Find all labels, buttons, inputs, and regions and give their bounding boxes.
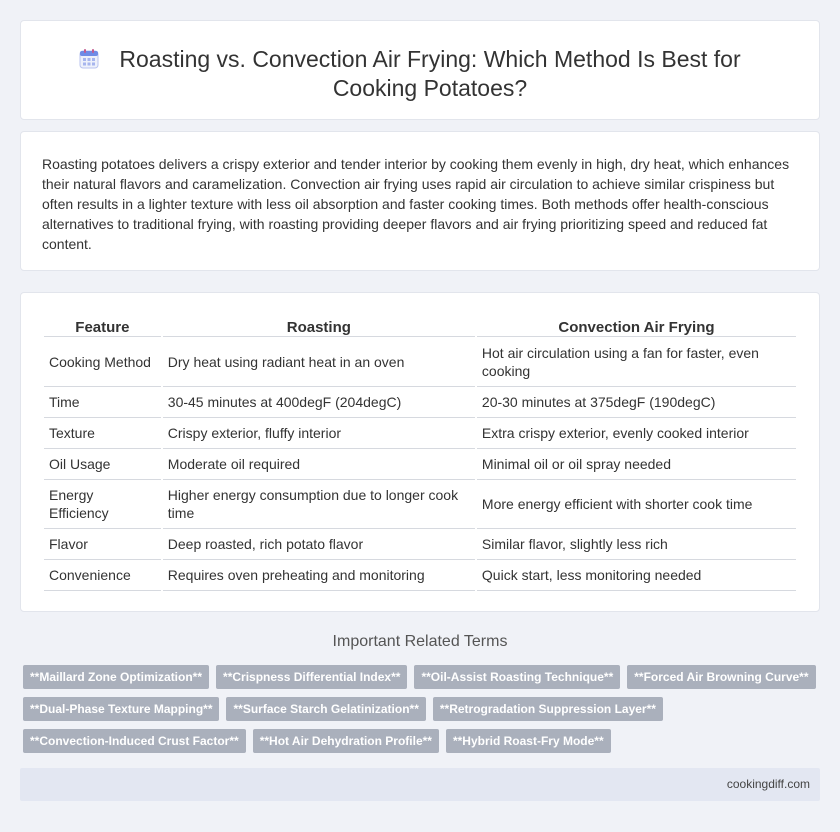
term-tag[interactable]: **Dual-Phase Texture Mapping** bbox=[23, 697, 219, 721]
table-header-row bbox=[44, 315, 796, 337]
term-tag[interactable]: **Oil-Assist Roasting Technique** bbox=[414, 665, 620, 689]
term-tag[interactable]: **Surface Starch Gelatinization** bbox=[226, 697, 425, 721]
term-row bbox=[23, 665, 809, 697]
term-tag[interactable]: **Crispness Differential Index** bbox=[216, 665, 407, 689]
air-frying-cell: Quick start, less monitoring needed bbox=[477, 560, 796, 591]
comparison-table bbox=[42, 315, 798, 591]
feature-cell: Time bbox=[44, 387, 161, 418]
table-row bbox=[44, 418, 796, 449]
term-tag[interactable]: **Hot Air Dehydration Profile** bbox=[253, 729, 439, 753]
roasting-cell: Higher energy consumption due to longer cook time bbox=[163, 480, 475, 529]
roasting-cell: Crispy exterior, fluffy interior bbox=[163, 418, 475, 449]
comparison-table-card bbox=[20, 292, 820, 612]
table-row bbox=[44, 560, 796, 591]
roasting-cell: 30-45 minutes at 400degF (204degC) bbox=[163, 387, 475, 418]
air-frying-cell: Extra crispy exterior, evenly cooked interior bbox=[477, 418, 796, 449]
header-roasting: Roasting bbox=[163, 315, 475, 337]
air-frying-cell: Similar flavor, slightly less rich bbox=[477, 529, 796, 560]
air-frying-cell: Minimal oil or oil spray needed bbox=[477, 449, 796, 480]
feature-cell: Flavor bbox=[44, 529, 161, 560]
intro-card bbox=[20, 131, 820, 271]
term-tag[interactable]: **Retrogradation Suppression Layer** bbox=[433, 697, 663, 721]
footer-site-link[interactable]: cookingdiff.com bbox=[726, 777, 810, 791]
roasting-cell: Dry heat using radiant heat in an oven bbox=[163, 337, 475, 387]
feature-cell: Cooking Method bbox=[44, 337, 161, 387]
roasting-cell: Requires oven preheating and monitoring bbox=[163, 560, 475, 591]
feature-cell: Energy Efficiency bbox=[44, 480, 161, 529]
air-frying-cell: Hot air circulation using a fan for faster, even cooking bbox=[477, 337, 796, 387]
footer bbox=[20, 768, 820, 801]
feature-cell: Convenience bbox=[44, 560, 161, 591]
air-frying-cell: 20-30 minutes at 375degF (190degC) bbox=[477, 387, 796, 418]
air-frying-cell: More energy efficient with shorter cook time bbox=[477, 480, 796, 529]
table-row bbox=[44, 337, 796, 387]
feature-cell: Texture bbox=[44, 418, 161, 449]
roasting-cell: Deep roasted, rich potato flavor bbox=[163, 529, 475, 560]
term-row bbox=[23, 697, 803, 729]
header-feature: Feature bbox=[44, 315, 161, 337]
table-row bbox=[44, 529, 796, 560]
page-title: Roasting vs. Convection Air Frying: Which Method Is Best for Cooking Potatoes? bbox=[119, 46, 741, 101]
term-tag[interactable]: **Hybrid Roast-Fry Mode** bbox=[446, 729, 611, 753]
table-row bbox=[44, 387, 796, 418]
title-card bbox=[20, 20, 820, 120]
feature-cell: Oil Usage bbox=[44, 449, 161, 480]
table-row bbox=[44, 449, 796, 480]
table-row bbox=[44, 480, 796, 529]
term-tag[interactable]: **Convection-Induced Crust Factor** bbox=[23, 729, 246, 753]
term-tag[interactable]: **Maillard Zone Optimization** bbox=[23, 665, 209, 689]
term-row bbox=[23, 729, 803, 761]
header-air-frying: Convection Air Frying bbox=[477, 315, 796, 337]
roasting-cell: Moderate oil required bbox=[163, 449, 475, 480]
related-terms-heading: Important Related Terms bbox=[332, 633, 508, 650]
term-tag[interactable]: **Forced Air Browning Curve** bbox=[627, 665, 815, 689]
intro-paragraph: Roasting potatoes delivers a crispy exterior and tender interior by cooking them evenly in high, dry heat, which enhances their natural flavors and caramelization. Convection air frying uses rapid air circulation to achieve similar crispiness but often results in a lighter texture with less oil absorption and faster cooking times. Both methods offer health-conscious alternatives to traditional frying, with roasting providing deeper flavors and air frying prioritizing speed and reduced fat content. bbox=[42, 156, 790, 252]
related-terms-list bbox=[23, 665, 809, 761]
